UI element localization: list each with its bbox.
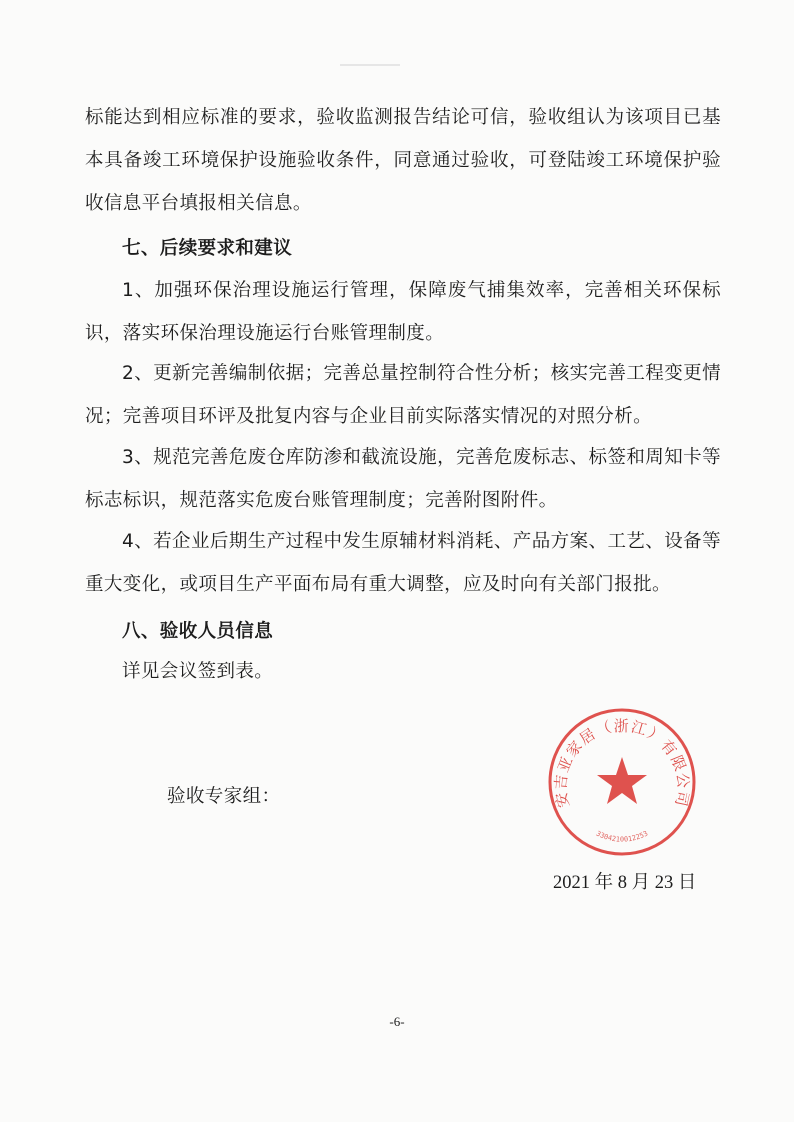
star-icon [597, 757, 647, 804]
section-heading-8: 八、验收人员信息 [122, 621, 274, 642]
expert-group-label: 验收专家组： [167, 786, 281, 807]
seal-text: 安吉亚家居（浙江）有限公司 [551, 716, 693, 810]
requirement-item-2: 2、更新完善编制依据；完善总量控制符合性分析；核实完善工程变更情况；完善项目环评及批复内容与企业目前实际落实情况的对照分析。 [85, 363, 721, 427]
section-heading-7: 七、后续要求和建议 [122, 238, 293, 259]
signature-date: 2021 年 8 月 23 日 [553, 873, 697, 893]
page-number: -6- [389, 1014, 405, 1029]
svg-text:3304210012253 [595, 829, 650, 843]
seal-number: 3304210012253 [594, 829, 650, 844]
requirement-item-4: 4、若企业后期生产过程中发生原辅材料消耗、产品方案、工艺、设备等重大变化，或项目生产平面布局有重大调整，应及时向有关部门报批。 [85, 531, 721, 595]
scan-artifact [340, 64, 400, 66]
paragraph-conclusion: 标能达到相应标准的要求，验收监测报告结论可信，验收组认为该项目已基本具备竣工环境保护设施验收条件，同意通过验收，可登陆竣工环境保护验收信息平台填报相关信息。 [85, 107, 721, 214]
signin-note: 详见会议签到表。 [122, 661, 274, 682]
requirement-item-1: 1、加强环保治理设施运行管理，保障废气捕集效率，完善相关环保标识，落实环保治理设施运行台账管理制度。 [85, 280, 721, 344]
company-seal [545, 705, 699, 859]
requirement-item-3: 3、规范完善危废仓库防渗和截流设施，完善危废标志、标签和周知卡等标志标识，规范落实危废台账管理制度；完善附图附件。 [85, 447, 721, 511]
